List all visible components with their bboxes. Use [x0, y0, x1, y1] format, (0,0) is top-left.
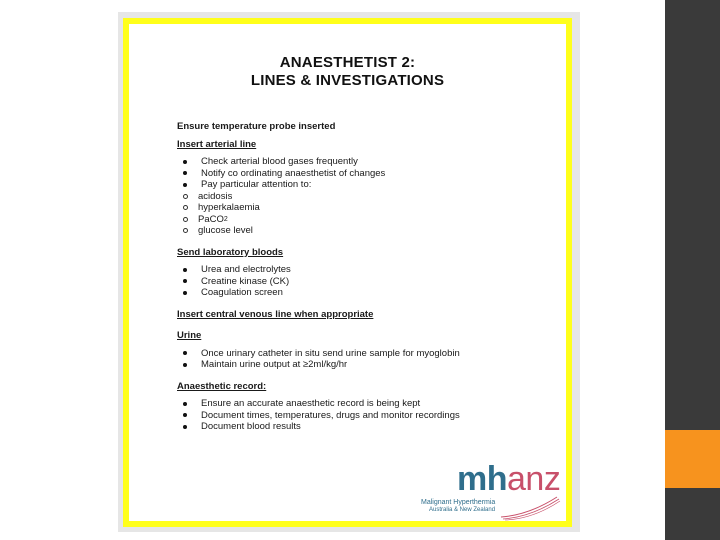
bullet-icon — [183, 171, 187, 175]
sub-list-item: PaCO 2 — [177, 214, 537, 226]
laboratory-heading: Send laboratory bloods — [177, 246, 284, 258]
list-item: Document times, temperatures, drugs and monitor recordings — [177, 410, 537, 422]
list-item: Coagulation screen — [177, 287, 537, 299]
bullet-icon — [183, 291, 187, 295]
bullet-icon — [183, 425, 187, 429]
central-line-heading: Insert central venous line when appropriate — [177, 308, 374, 320]
logo-region: Australia & New Zealand — [429, 507, 496, 513]
page-title-line1: ANAESTHETIST 2: — [279, 54, 416, 71]
bullet-icon — [183, 160, 187, 164]
bullet-icon — [183, 183, 187, 187]
logo-swoosh-icon — [499, 495, 561, 521]
bullet-icon — [183, 351, 187, 355]
bullet-icon — [183, 363, 187, 367]
logo-wordmark: mhanz — [457, 460, 561, 498]
bullet-icon — [183, 268, 187, 272]
record-heading: Anaesthetic record: — [177, 380, 267, 392]
temperature-heading: Ensure temperature probe inserted — [177, 121, 336, 132]
bullet-icon — [183, 413, 187, 417]
circle-bullet-icon — [183, 205, 188, 210]
list-item: Urea and electrolytes — [177, 264, 537, 276]
list-item: Ensure an accurate anaesthetic record is being kept — [177, 398, 537, 410]
list-item: Document blood results — [177, 421, 537, 433]
logo-subtitle: Malignant Hyperthermia — [421, 499, 496, 506]
bullet-icon — [183, 402, 187, 406]
bullet-icon — [183, 279, 187, 283]
page-title-line2: LINES & INVESTIGATIONS — [250, 72, 445, 89]
sub-list-item: glucose level — [177, 225, 537, 237]
circle-bullet-icon — [183, 217, 188, 222]
document-frame — [123, 18, 572, 527]
arterial-heading: Insert arterial line — [177, 138, 257, 150]
list-item: Pay particular attention to: — [177, 179, 537, 191]
sub-list-item: acidosis — [177, 191, 537, 203]
mhanz-logo — [421, 461, 561, 521]
document-content — [177, 121, 537, 433]
circle-bullet-icon — [183, 228, 188, 233]
list-item: Creatine kinase (CK) — [177, 276, 537, 288]
urine-heading: Urine — [177, 330, 202, 341]
list-item: Once urinary catheter in situ send urine sample for myoglobin — [177, 348, 537, 360]
list-item: Maintain urine output at ≥2ml/kg/hr — [177, 359, 537, 371]
list-item: Check arterial blood gases frequently — [177, 156, 537, 168]
accent-block — [665, 430, 720, 488]
list-item: Notify co ordinating anaesthetist of changes — [177, 168, 537, 180]
circle-bullet-icon — [183, 194, 188, 199]
sub-list-item: hyperkalaemia — [177, 202, 537, 214]
paco2-subscript: 2 — [223, 215, 228, 223]
